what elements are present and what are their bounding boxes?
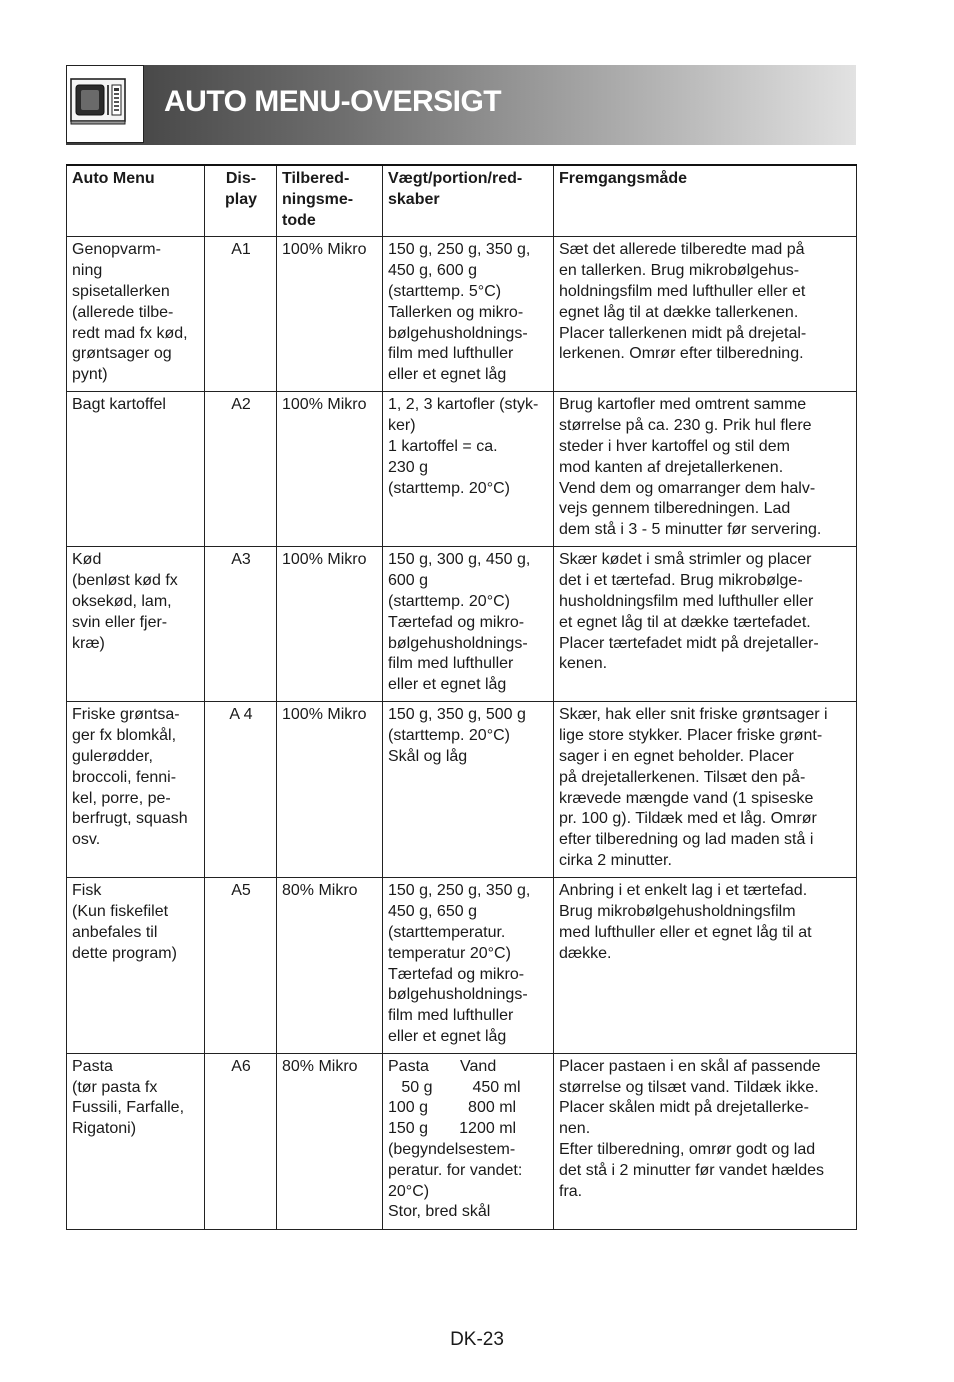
table-row: [67, 702, 857, 878]
cell-weight: 150 g, 250 g, 350 g, 450 g, 650 g (starttemperatur. temperatur 20°C) Tærtefad og mikro- bølgehusholdnings- film med lufthuller eller et egnet låg: [383, 878, 554, 1053]
cell-menu: Fisk (Kun fiskefilet anbefales til dette program): [67, 878, 205, 1053]
cell-procedure: Skær kødet i små strimler og placer det i et tærtefad. Brug mikrobølge- husholdningsfilm med lufthuller eller et egnet låg til at dække tærtefadet. Placer tærtefadet midt på drejetaller- kenen.: [554, 547, 857, 702]
cell-method: 100% Mikro: [277, 547, 383, 702]
auto-menu-table: [66, 164, 857, 1230]
table-row: [67, 547, 857, 702]
cell-menu: Kød (benløst kød fx oksekød, lam, svin eller fjer- kræ): [67, 547, 205, 702]
column-header-display: Dis- play: [205, 165, 277, 237]
cell-method: 100% Mikro: [277, 702, 383, 878]
cell-procedure: Skær, hak eller snit friske grøntsager i lige store stykker. Placer friske grønt- sager i en egnet beholder. Placer på drejetallerkenen. Tilsæt den på- krævede mængde vand (1 spiseske pr. 100 g). Tildæk med et låg. Omrør efter tilberedning og lad maden stå i cirka 2 minutter.: [554, 702, 857, 878]
cell-method: 100% Mikro: [277, 237, 383, 392]
cell-display: A 4: [205, 702, 277, 878]
cell-procedure: Placer pastaen i en skål af passende størrelse og tilsæt vand. Tildæk ikke. Placer skålen midt på drejetallerke- nen. Efter tilberedning, omrør godt og lad det stå i 2 minutter før vandet hældes fra.: [554, 1053, 857, 1229]
cell-weight: 150 g, 300 g, 450 g, 600 g (starttemp. 20°C) Tærtefad og mikro- bølgehusholdnings- film med lufthuller eller et egnet låg: [383, 547, 554, 702]
cell-menu: Bagt kartoffel: [67, 392, 205, 547]
table-row: [67, 1053, 857, 1229]
page-number: DK-23: [450, 1329, 504, 1350]
page-title: AUTO MENU-OVERSIGT: [164, 85, 502, 118]
cell-display: A2: [205, 392, 277, 547]
table-row: [67, 392, 857, 547]
cell-procedure: Anbring i et enkelt lag i et tærtefad. Brug mikrobølgehusholdningsfilm med lufthuller eller et egnet låg til at dække.: [554, 878, 857, 1053]
cell-display: A5: [205, 878, 277, 1053]
column-header-procedure: Fremgangsmåde: [554, 165, 857, 237]
cell-procedure: Sæt det allerede tilberedte mad på en tallerken. Brug mikrobølgehus- holdningsfilm med lufthuller eller et egnet låg til at dække tallerkenen. Placer tallerkenen midt på drejetal- lerkenen. Omrør efter tilberedning.: [554, 237, 857, 392]
column-header-weight: Vægt/portion/red- skaber: [383, 165, 554, 237]
microwave-icon: [66, 65, 144, 143]
cell-display: A6: [205, 1053, 277, 1229]
cell-method: 100% Mikro: [277, 392, 383, 547]
cell-weight: Pasta Vand 50 g 450 ml 100 g 800 ml 150 g 1200 ml (begyndelsestem- peratur. for vandet: 20°C) Stor, bred skål: [383, 1053, 554, 1229]
table-row: [67, 237, 857, 392]
cell-menu: Friske grøntsa- ger fx blomkål, gulerødder, broccoli, fenni- kel, porre, pe- berfrugt, squash osv.: [67, 702, 205, 878]
cell-weight: 150 g, 250 g, 350 g, 450 g, 600 g (starttemp. 5°C) Tallerken og mikro- bølgehusholdnings- film med lufthuller eller et egnet låg: [383, 237, 554, 392]
table-row: [67, 878, 857, 1053]
cell-weight: 1, 2, 3 kartofler (styk- ker) 1 kartoffel = ca. 230 g (starttemp. 20°C): [383, 392, 554, 547]
cell-display: A1: [205, 237, 277, 392]
cell-method: 80% Mikro: [277, 1053, 383, 1229]
microwave-icon-graphic: [67, 66, 143, 142]
cell-procedure: Brug kartofler med omtrent samme størrelse på ca. 230 g. Prik hul flere steder i hver kartoffel og stil dem mod kanten af drejetallerkenen. Vend dem og omarranger dem halv- vejs gennem tilberedningen. Lad dem stå i 3 - 5 minutter før servering.: [554, 392, 857, 547]
cell-menu: Pasta (tør pasta fx Fussili, Farfalle, Rigatoni): [67, 1053, 205, 1229]
cell-display: A3: [205, 547, 277, 702]
column-header-auto-menu: Auto Menu: [67, 165, 205, 237]
cell-method: 80% Mikro: [277, 878, 383, 1053]
cell-menu: Genopvarm- ning spisetallerken (allerede tilbe- redt mad fx kød, grøntsager og pynt): [67, 237, 205, 392]
table-header-row: [67, 165, 857, 237]
cell-weight: 150 g, 350 g, 500 g (starttemp. 20°C) Skål og låg: [383, 702, 554, 878]
section-header: [66, 65, 856, 145]
column-header-method: Tilbered- ningsme- tode: [277, 165, 383, 237]
